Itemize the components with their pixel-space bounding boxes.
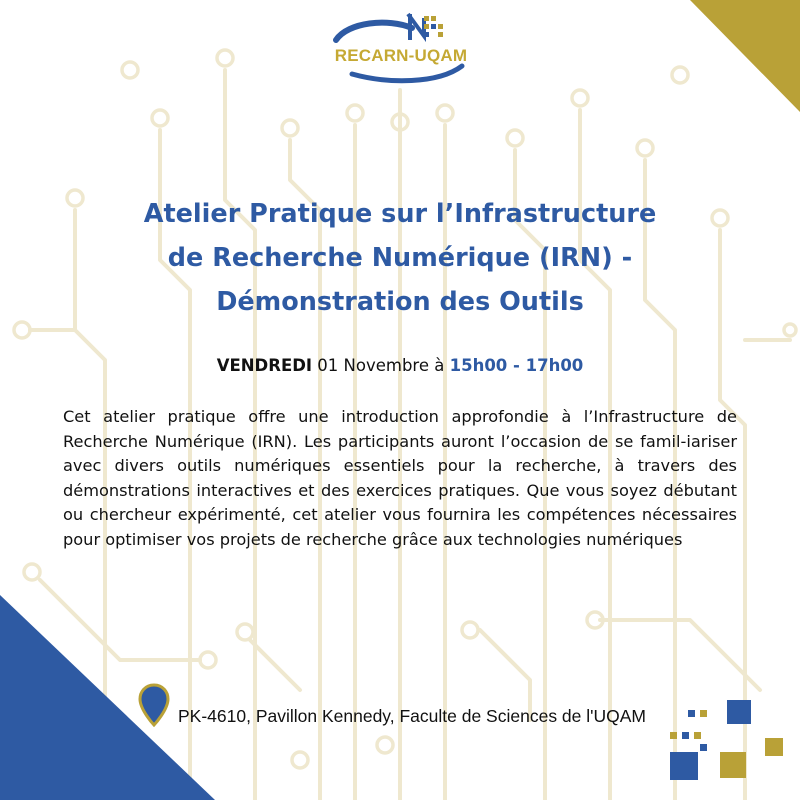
event-day: VENDREDI xyxy=(216,356,313,375)
event-location xyxy=(138,683,698,729)
title-line-2: de Recherche Numérique (IRN) - xyxy=(167,243,633,273)
event-date: 01 Novembre à xyxy=(312,356,450,375)
title-line-1: Atelier Pratique sur l’Infrastructure xyxy=(143,199,657,229)
event-description: Cet atelier pratique offre une introduction approfondie à l’Infrastructure de Recherche Numérique (IRN). Les participants auront l’occasion de se famil-iariser avec divers outils numériques essentiels pour la recherche, à travers des démonstrations interactives et des exercices pratiques. Que vous soyez débutant ou chercheur expérimenté, cet atelier vous fournira les compétences nécessaires pour optimiser vos projets de recherche grâce aux technologies numériques xyxy=(63,407,737,549)
event-time: 15h00 - 17h00 xyxy=(449,356,584,375)
map-pin-icon xyxy=(138,683,170,727)
event-title xyxy=(60,192,740,324)
logo-text: RECARN-UQAM xyxy=(334,46,468,65)
title-line-3: Démonstration des Outils xyxy=(216,287,584,317)
location-text: PK-4610, Pavillon Kennedy, Faculte de Sciences de l'UQAM xyxy=(178,706,646,726)
recarn-logo xyxy=(328,10,474,86)
event-schedule xyxy=(60,356,740,375)
